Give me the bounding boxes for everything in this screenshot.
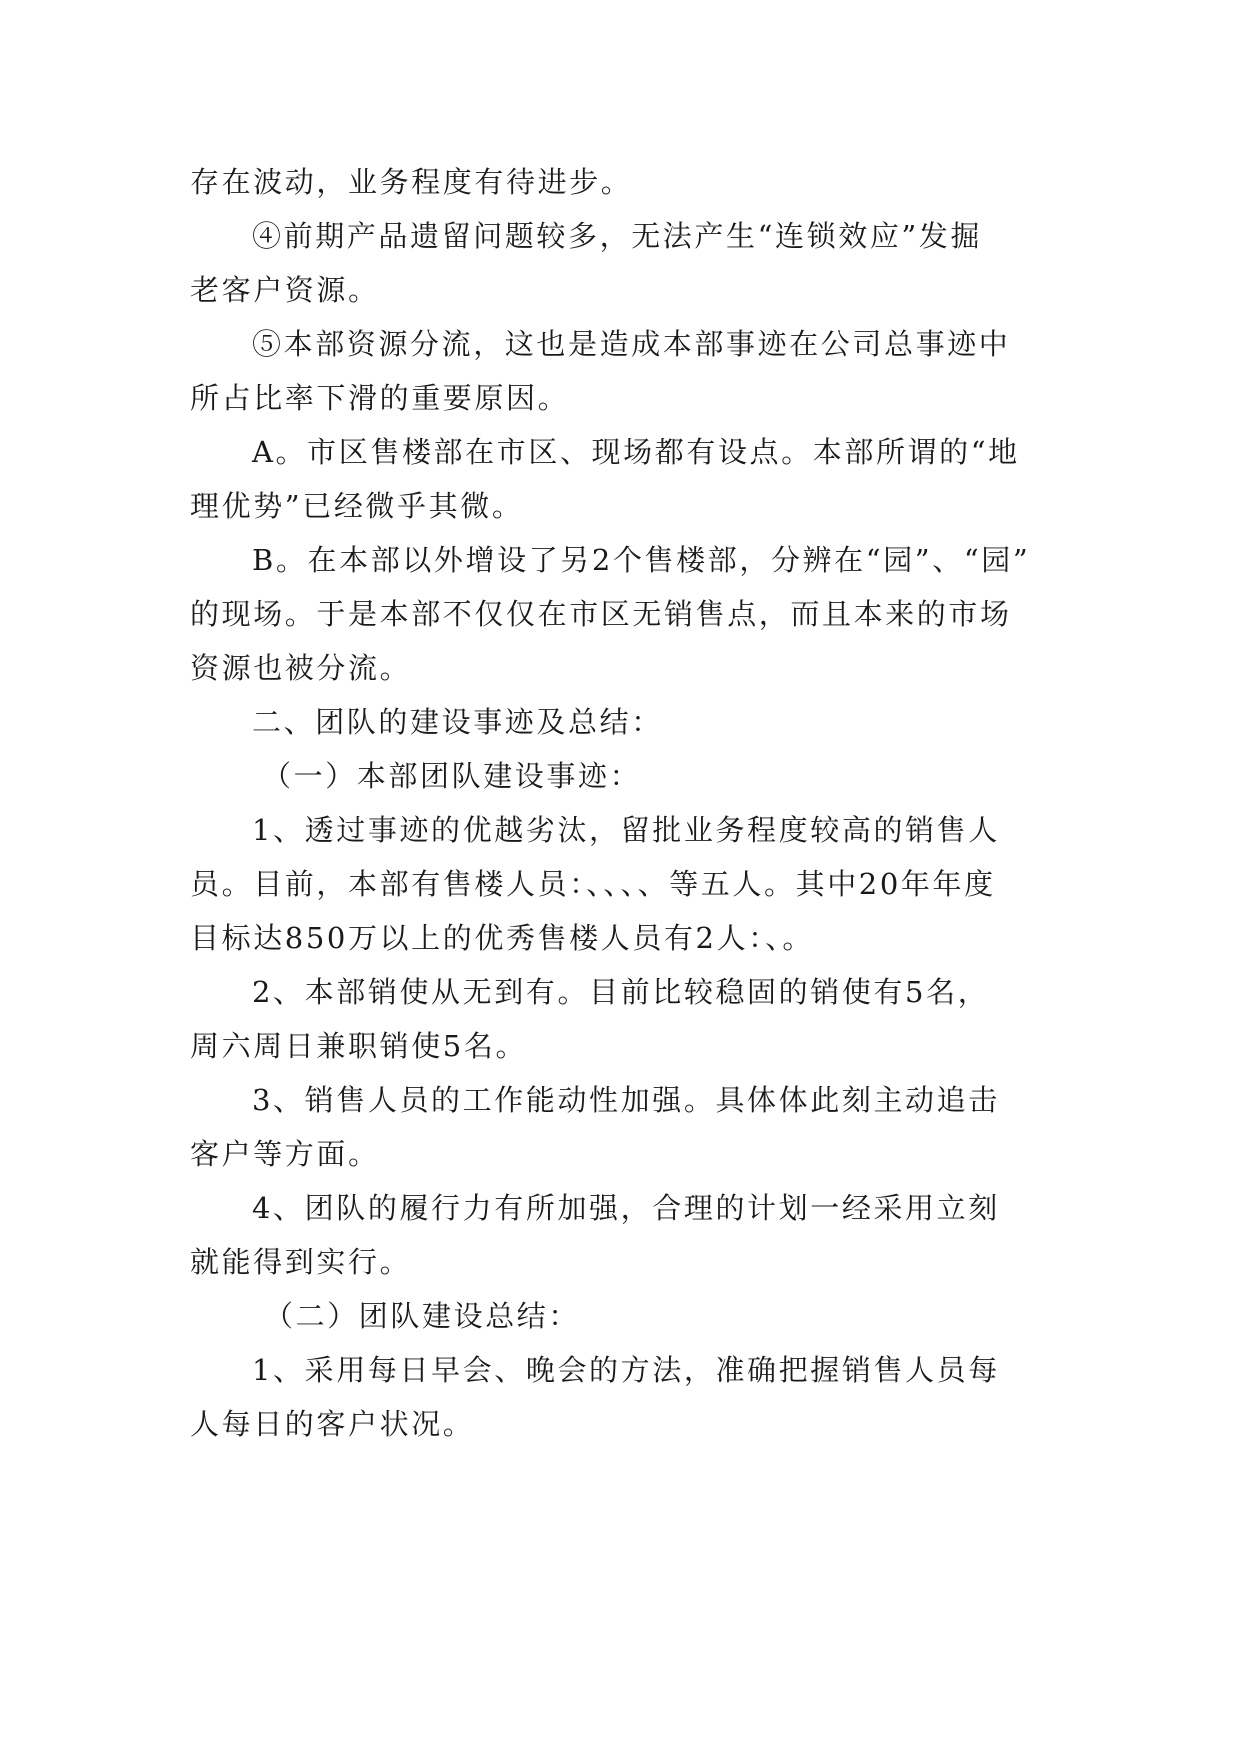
text-line: 1、透过事迹的优越劣汰，留批业务程度较高的销售人 [252, 813, 1000, 847]
text-line: B。在本部以外增设了另2个售楼部，分辨在“园”、“园” [252, 543, 1031, 577]
text-line: 1、采用每日早会、晚会的方法，准确把握销售人员每 [252, 1353, 1000, 1387]
text-line: 目标达850万以上的优秀售楼人员有2人：、。 [190, 921, 815, 955]
subsection-heading: （二）团队建设总结： [264, 1299, 581, 1333]
subsection-heading: （一）本部团队建设事迹： [262, 759, 642, 793]
text-line: 资源也被分流。 [190, 651, 412, 685]
text-line: 客户等方面。 [190, 1137, 380, 1171]
text-line: ④前期产品遗留问题较多，无法产生“连锁效应”发掘 [252, 219, 983, 253]
text-line: ⑤本部资源分流，这也是造成本部事迹在公司总事迹中 [252, 327, 1011, 361]
text-line: 所占比率下滑的重要原因。 [190, 381, 570, 415]
text-line: 的现场。于是本部不仅仅在市区无销售点，而且本来的市场 [190, 597, 1012, 631]
document-body [190, 155, 1050, 1451]
text-line: 老客户资源。 [190, 273, 380, 307]
text-line: A。市区售楼部在市区、现场都有设点。本部所谓的“地 [252, 435, 1020, 469]
text-line: 3、销售人员的工作能动性加强。具体体此刻主动追击 [252, 1083, 1000, 1117]
section-heading: 二、团队的建设事迹及总结： [252, 705, 663, 739]
text-line: 人每日的客户状况。 [190, 1407, 475, 1441]
text-line: 员。目前，本部有售楼人员：、、、、等五人。其中20年年度 [190, 867, 996, 901]
text-line: 理优势”已经微乎其微。 [190, 489, 524, 523]
text-line: 就能得到实行。 [190, 1245, 412, 1279]
text-line: 周六周日兼职销使5名。 [190, 1029, 528, 1063]
text-line: 4、团队的履行力有所加强，合理的计划一经采用立刻 [252, 1191, 1000, 1225]
text-line: 2、本部销使从无到有。目前比较稳固的销使有5名， [252, 975, 990, 1009]
text-line: 存在波动，业务程度有待进步。 [190, 165, 633, 199]
